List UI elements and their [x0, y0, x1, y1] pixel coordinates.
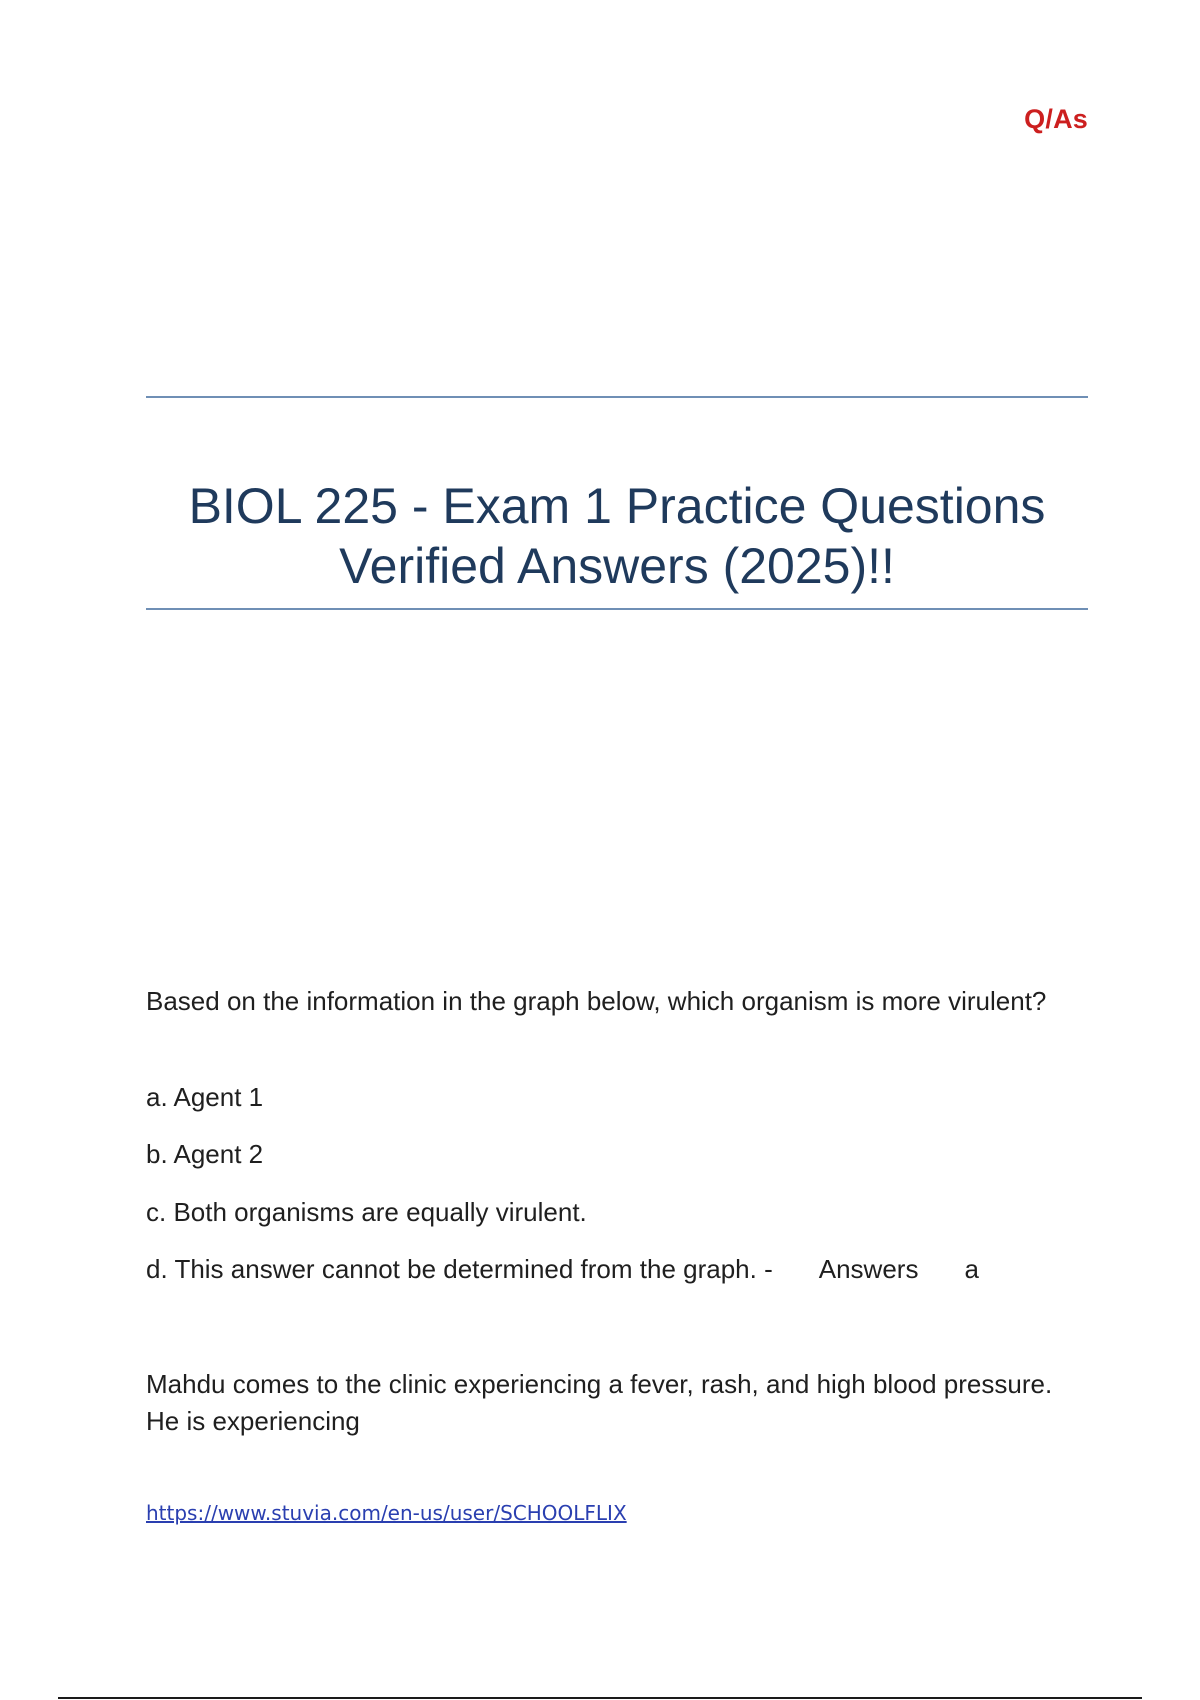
seller-profile-link[interactable]: https://www.stuvia.com/en-us/user/SCHOOLFLIX: [146, 1501, 627, 1525]
answer-label: Answers: [818, 1254, 919, 1284]
question-1-option-d-row: [146, 1251, 979, 1288]
title-bottom-rule: [146, 608, 1088, 610]
footer-rule: [58, 1697, 1142, 1699]
document-title: [146, 476, 1088, 596]
answer-value: a: [964, 1254, 979, 1284]
title-top-rule: [146, 396, 1088, 398]
question-2-prompt: Mahdu comes to the clinic experiencing a fever, rash, and high blood pressure. He is experiencing: [146, 1369, 1053, 1436]
title-line-1: BIOL 225 - Exam 1 Practice Questions: [188, 478, 1046, 534]
title-line-2: Verified Answers (2025)!!: [339, 538, 895, 594]
question-1-option-a: a. Agent 1: [146, 1082, 264, 1112]
question-1-prompt: Based on the information in the graph below, which organism is more virulent?: [146, 986, 1047, 1016]
question-1-option-d: d. This answer cannot be determined from the graph. -: [146, 1254, 773, 1284]
question-1-option-b: b. Agent 2: [146, 1139, 264, 1169]
header-tag: Q/As: [1024, 104, 1088, 134]
question-1-option-c: c. Both organisms are equally virulent.: [146, 1197, 587, 1227]
